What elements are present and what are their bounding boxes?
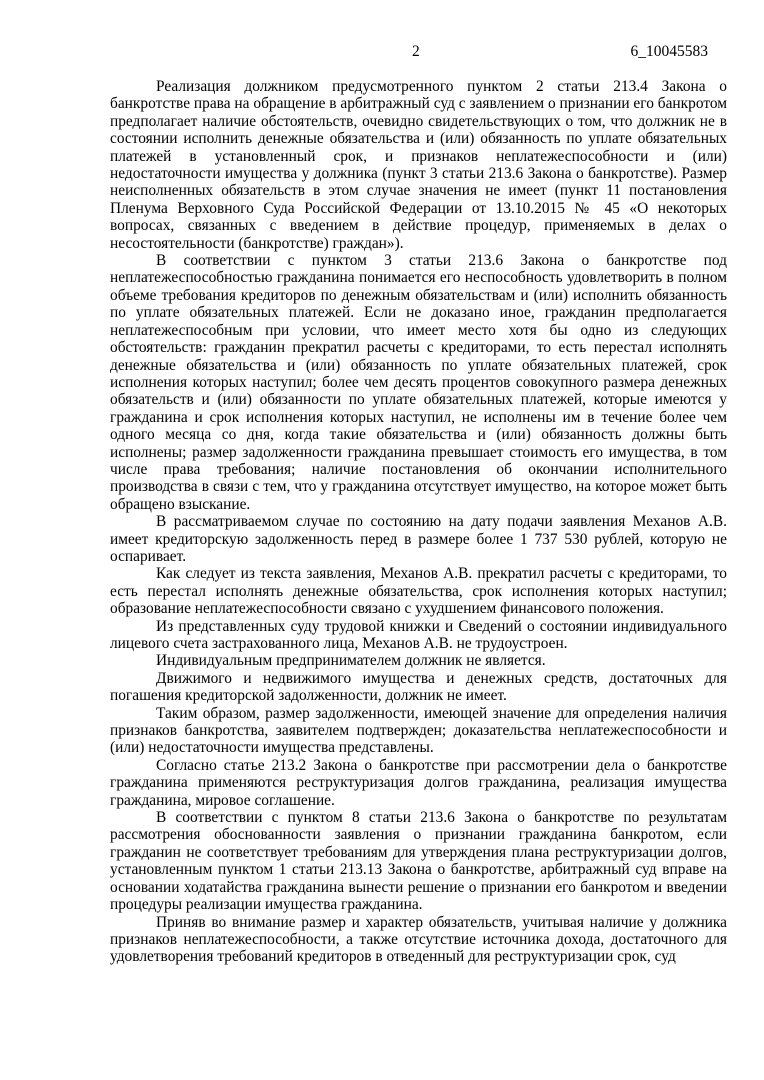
paragraph-4: Как следует из текста заявления, Механов А.В. прекратил расчеты с кредиторами, то есть перестал исполнять денежные обязательства, срок исполнения которых наступил; образование неплатежеспособности связано с ухудшением финансового положения.: [110, 565, 727, 618]
paragraph-1: Реализация должником предусмотренного пунктом 2 статьи 213.4 Закона о банкротстве права на обращение в арбитражный суд с заявлением о признании его банкротом предполагает наличие обстоятельств, очевидно свидетельствующих о том, что должник не в состоянии исполнить денежные обязательства и (или) обязанность по уплате обязательных платежей в установленный срок, и признаков неплатежеспособности и (или) недостаточности имущества у должника (пункт 3 статьи 213.6 Закона о банкротстве). Размер неисполненных обязательств в этом случае значения не имеет (пункт 11 постановления Пленума Верховного Суда Российской Федерации от 13.10.2015 № 45 «О некоторых вопросах, связанных с введением в действие процедур, применяемых в делах о несостоятельности (банкротстве) граждан»).: [110, 78, 727, 252]
paragraph-8: Таким образом, размер задолженности, имеющей значение для определения наличия признаков банкротства, заявителем подтвержден; доказательства неплатежеспособности и (или) недостаточности имущества представлены.: [110, 704, 727, 757]
paragraph-10: В соответствии с пунктом 8 статьи 213.6 Закона о банкротстве по результатам рассмотрения обоснованности заявления о признании гражданина банкротом, если гражданин не соответствует требованиям для утверждения плана реструктуризации долгов, установленным пунктом 1 статьи 213.13 Закона о банкротстве, арбитражный суд вправе на основании ходатайства гражданина вынести решение о признании его банкротом и введении процедуры реализации имущества гражданина.: [110, 809, 727, 914]
page-header: [0, 42, 764, 62]
document-body: [110, 78, 727, 966]
paragraph-7: Движимого и недвижимого имущества и денежных средств, достаточных для погашения кредиторской задолженности, должник не имеет.: [110, 669, 727, 705]
paragraph-5: Из представленных суду трудовой книжки и Сведений о состоянии индивидуального лицевого счета застрахованного лица, Механов А.В. не трудоустроен.: [110, 617, 727, 652]
document-code: 6_10045583: [630, 43, 708, 60]
paragraph-11: Приняв во внимание размер и характер обязательств, учитывая наличие у должника признаков неплатежеспособности, а также отсутствие источника дохода, достаточного для удовлетворения требований кредиторов в отведенный для реструктуризации срок, суд: [110, 913, 727, 966]
paragraph-6: Индивидуальным предпринимателем должник не является.: [156, 652, 546, 670]
paragraph-3: В рассматриваемом случае по состоянию на дату подачи заявления Механов А.В. имеет кредиторскую задолженность перед в размере более 1 737 530 рублей, которую не оспаривает.: [110, 513, 727, 565]
page-number: 2: [412, 43, 420, 60]
paragraph-2: В соответствии с пунктом 3 статьи 213.6 Закона о банкротстве под неплатежеспособностью гражданина понимается его неспособность удовлетворить в полном объеме требования кредиторов по денежным обязательствам и (или) исполнить обязанность по уплате обязательных платежей. Если не доказано иное, гражданин предполагается неплатежеспособным при условии, что имеет место хотя бы одно из следующих обстоятельств: гражданин прекратил расчеты с кредиторами, то есть перестал исполнять денежные обязательства и (или) обязанность по уплате обязательных платежей, срок исполнения которых наступил; более чем десять процентов совокупного размера денежных обязательств и (или) обязанности по уплате обязательных платежей, которые имеются у гражданина и срок исполнения которых наступил, не исполнены им в течение более чем одного месяца со дня, когда такие обязательства и (или) обязанность должны быть исполнены; размер задолженности гражданина превышает стоимость его имущества, в том числе права требования; наличие постановления об окончании исполнительного производства в связи с тем, что у гражданина отсутствует имущество, на которое может быть обращено взыскание.: [110, 252, 727, 513]
paragraph-9: Согласно статье 213.2 Закона о банкротстве при рассмотрении дела о банкротстве гражданина применяются реструктуризация долгов гражданина, реализация имущества гражданина, мировое соглашение.: [110, 756, 727, 809]
